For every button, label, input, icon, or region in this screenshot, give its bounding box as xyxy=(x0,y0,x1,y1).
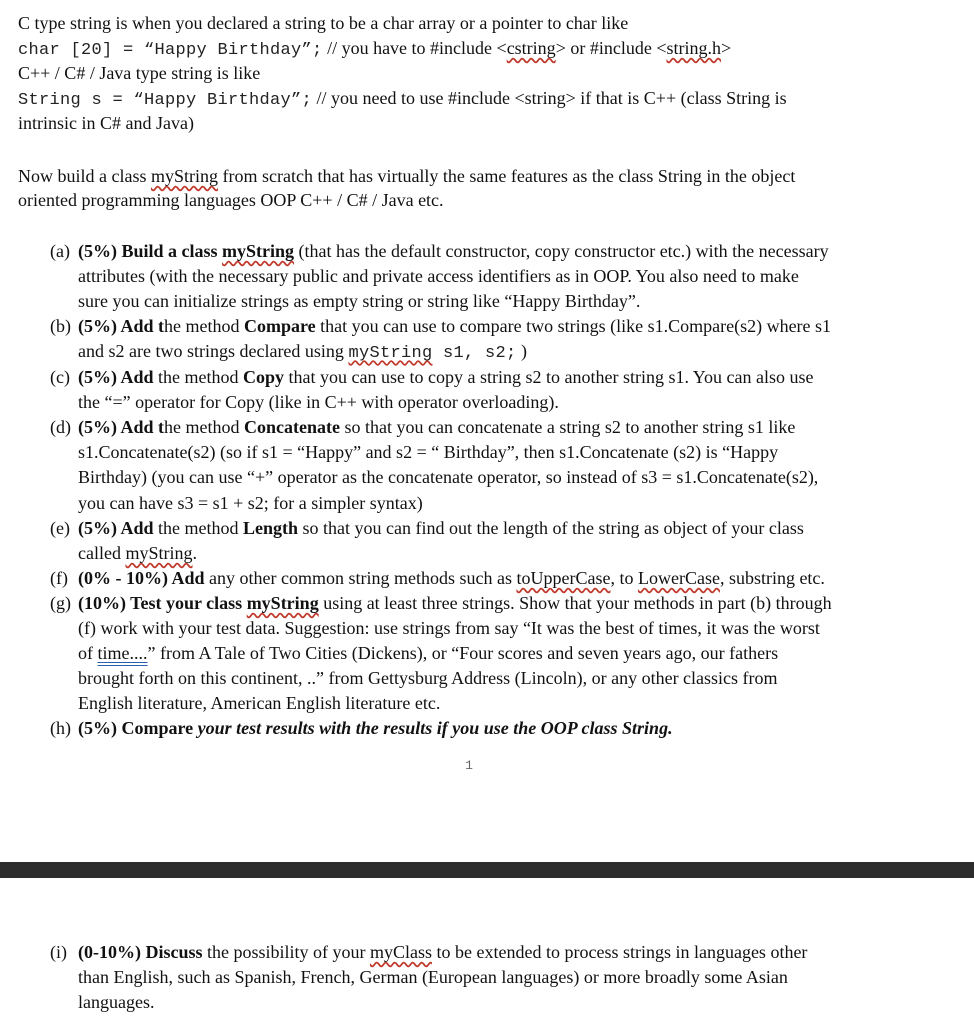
item-text: the method xyxy=(153,518,243,538)
item-text: , to xyxy=(610,568,638,588)
item-text: ) xyxy=(516,341,527,361)
item-i-line-2: than English, such as Spanish, French, German (European languages) or more broadly some Asian xyxy=(78,967,788,987)
item-c-line-2: the “=” operator for Copy (like in C++ with operator overloading). xyxy=(78,392,559,412)
cstring-word: cstring xyxy=(506,38,556,58)
intro-text: // you have to #include < xyxy=(322,38,507,58)
item-text: so that you can concatenate a string s2 to another string s1 like xyxy=(339,417,796,437)
intro-line-3 xyxy=(18,62,260,84)
intro-line-5 xyxy=(18,112,194,134)
item-text: , substring etc. xyxy=(719,568,825,588)
task-line-1 xyxy=(18,165,795,187)
time-word: time.... xyxy=(97,643,148,663)
item-c-line-1 xyxy=(78,366,813,388)
item-text: using at least three strings. Show that your methods in part (b) through xyxy=(318,593,832,613)
item-text: that you can use to compare two strings (like s1.Compare(s2) where s1 xyxy=(315,316,832,336)
item-bold: (5%) Add t xyxy=(78,417,165,437)
item-text: of xyxy=(78,643,98,663)
item-text: called xyxy=(78,543,126,563)
item-bold: (5%) Add xyxy=(78,367,154,387)
item-text: any other common string methods such as xyxy=(204,568,517,588)
mystring-word: myString xyxy=(150,166,218,186)
item-d-line-4: you can have s3 = s1 + s2; for a simpler syntax) xyxy=(78,493,423,513)
intro-line-2 xyxy=(18,37,731,62)
item-bold: (5%) Add xyxy=(78,518,154,538)
string-class-code: String s = “Happy Birthday”; xyxy=(18,91,313,110)
intro-line-4 xyxy=(18,87,787,112)
item-bold: Compare xyxy=(244,316,316,336)
item-g-line-5: English literature, American English literature etc. xyxy=(78,693,441,713)
item-label: (b) xyxy=(50,316,71,336)
mystring-word: myString xyxy=(125,543,193,563)
page-number: 1 xyxy=(465,758,473,773)
item-g-line-1 xyxy=(78,592,832,614)
intro-text: > xyxy=(720,38,732,58)
page-break-bar xyxy=(0,862,974,878)
item-bold: Concatenate xyxy=(244,417,340,437)
lowercase-word: LowerCase xyxy=(637,568,720,588)
item-g-line-3 xyxy=(78,642,778,664)
item-label: (d) xyxy=(50,417,71,437)
item-text: he method xyxy=(164,316,244,336)
item-text: the possibility of your xyxy=(202,942,370,962)
item-label: (h) xyxy=(50,718,71,738)
item-label: (e) xyxy=(50,518,70,538)
item-b-line-1 xyxy=(78,315,831,337)
item-bold: (0-10%) Discuss xyxy=(78,942,203,962)
item-text: ” from A Tale of Two Cities (Dickens), or “Four scores and seven years ago, our fathers xyxy=(147,643,779,663)
item-f-line-1 xyxy=(78,567,825,589)
task-text: oriented programming languages OOP C++ / C# / Java etc. xyxy=(18,190,444,210)
item-text: (that has the default constructor, copy constructor etc.) with the necessary xyxy=(294,241,829,261)
char-array-code: char [20] = “Happy Birthday”; xyxy=(18,41,323,60)
mystring-word: myString xyxy=(246,593,319,613)
item-text: the method xyxy=(153,367,243,387)
mystring-word: myString xyxy=(222,241,295,261)
task-line-2 xyxy=(18,189,444,211)
item-b-line-2 xyxy=(78,340,527,365)
item-bold-italic: your test results with the results if you use the OOP class String. xyxy=(193,718,673,738)
intro-text: > or #include < xyxy=(555,38,667,58)
touppercase-word: toUpperCase xyxy=(516,568,611,588)
item-e-line-2 xyxy=(78,542,197,564)
task-text: from scratch that has virtually the same features as the class String in the object xyxy=(218,166,796,186)
item-a-line-1 xyxy=(78,240,829,262)
myclass-word: myClass xyxy=(370,942,433,962)
item-label: (f) xyxy=(50,568,68,588)
item-label: (i) xyxy=(50,942,67,962)
intro-text: C++ / C# / Java type string is like xyxy=(18,63,261,83)
stringh-word: string.h xyxy=(666,38,721,58)
item-bold: Length xyxy=(243,518,299,538)
item-bold: (5%) Compare xyxy=(78,718,194,738)
item-label: (c) xyxy=(50,367,70,387)
item-i-line-3: languages. xyxy=(78,992,155,1012)
item-d-line-2: s1.Concatenate(s2) (so if s1 = “Happy” and s2 = “ Birthday”, then s1.Concatenate (s2) is “Happy xyxy=(78,442,779,462)
item-text: and s2 are two strings declared using xyxy=(78,341,349,361)
intro-text: C type string is when you declared a string to be a char array or a pointer to char like xyxy=(18,13,629,33)
mystring-code: myString xyxy=(348,344,433,363)
task-text: Now build a class xyxy=(18,166,151,186)
item-text: so that you can find out the length of the string as object of your class xyxy=(298,518,804,538)
item-bold: (5%) Build a class xyxy=(78,241,223,261)
item-bold: (5%) Add t xyxy=(78,316,165,336)
item-a-line-3: sure you can initialize strings as empty string or string like “Happy Birthday”. xyxy=(78,291,641,311)
item-text: . xyxy=(192,543,197,563)
item-h-line-1 xyxy=(78,717,673,739)
item-bold: (10%) Test your class xyxy=(78,593,247,613)
intro-text: // you need to use #include <string> if that is C++ (class String is xyxy=(312,88,787,108)
item-g-line-4: brought forth on this continent, ..” from Gettysburg Address (Lincoln), or any other classics from xyxy=(78,668,778,688)
declaration-code: s1, s2; xyxy=(432,344,517,363)
item-a-line-2: attributes (with the necessary public and private access identifiers as in OOP. You also need to make xyxy=(78,266,799,286)
item-e-line-1 xyxy=(78,517,804,539)
item-d-line-3: Birthday) (you can use “+” operator as the concatenate operator, so instead of s3 = s1.Concatenate(s2), xyxy=(78,467,819,487)
item-bold: (0% - 10%) Add xyxy=(78,568,205,588)
item-g-line-2: (f) work with your test data. Suggestion: use strings from say “It was the best of times, it was the worst xyxy=(78,618,820,638)
intro-line-1 xyxy=(18,12,628,34)
intro-text: intrinsic in C# and Java) xyxy=(18,113,194,133)
item-label: (a) xyxy=(50,241,70,261)
item-text: that you can use to copy a string s2 to another string s1. You can also use xyxy=(284,367,814,387)
item-i-line-1 xyxy=(78,941,807,963)
item-d-line-1 xyxy=(78,416,795,438)
item-text: he method xyxy=(164,417,244,437)
item-bold: Copy xyxy=(243,367,285,387)
item-text: to be extended to process strings in languages other xyxy=(432,942,808,962)
item-label: (g) xyxy=(50,593,71,613)
